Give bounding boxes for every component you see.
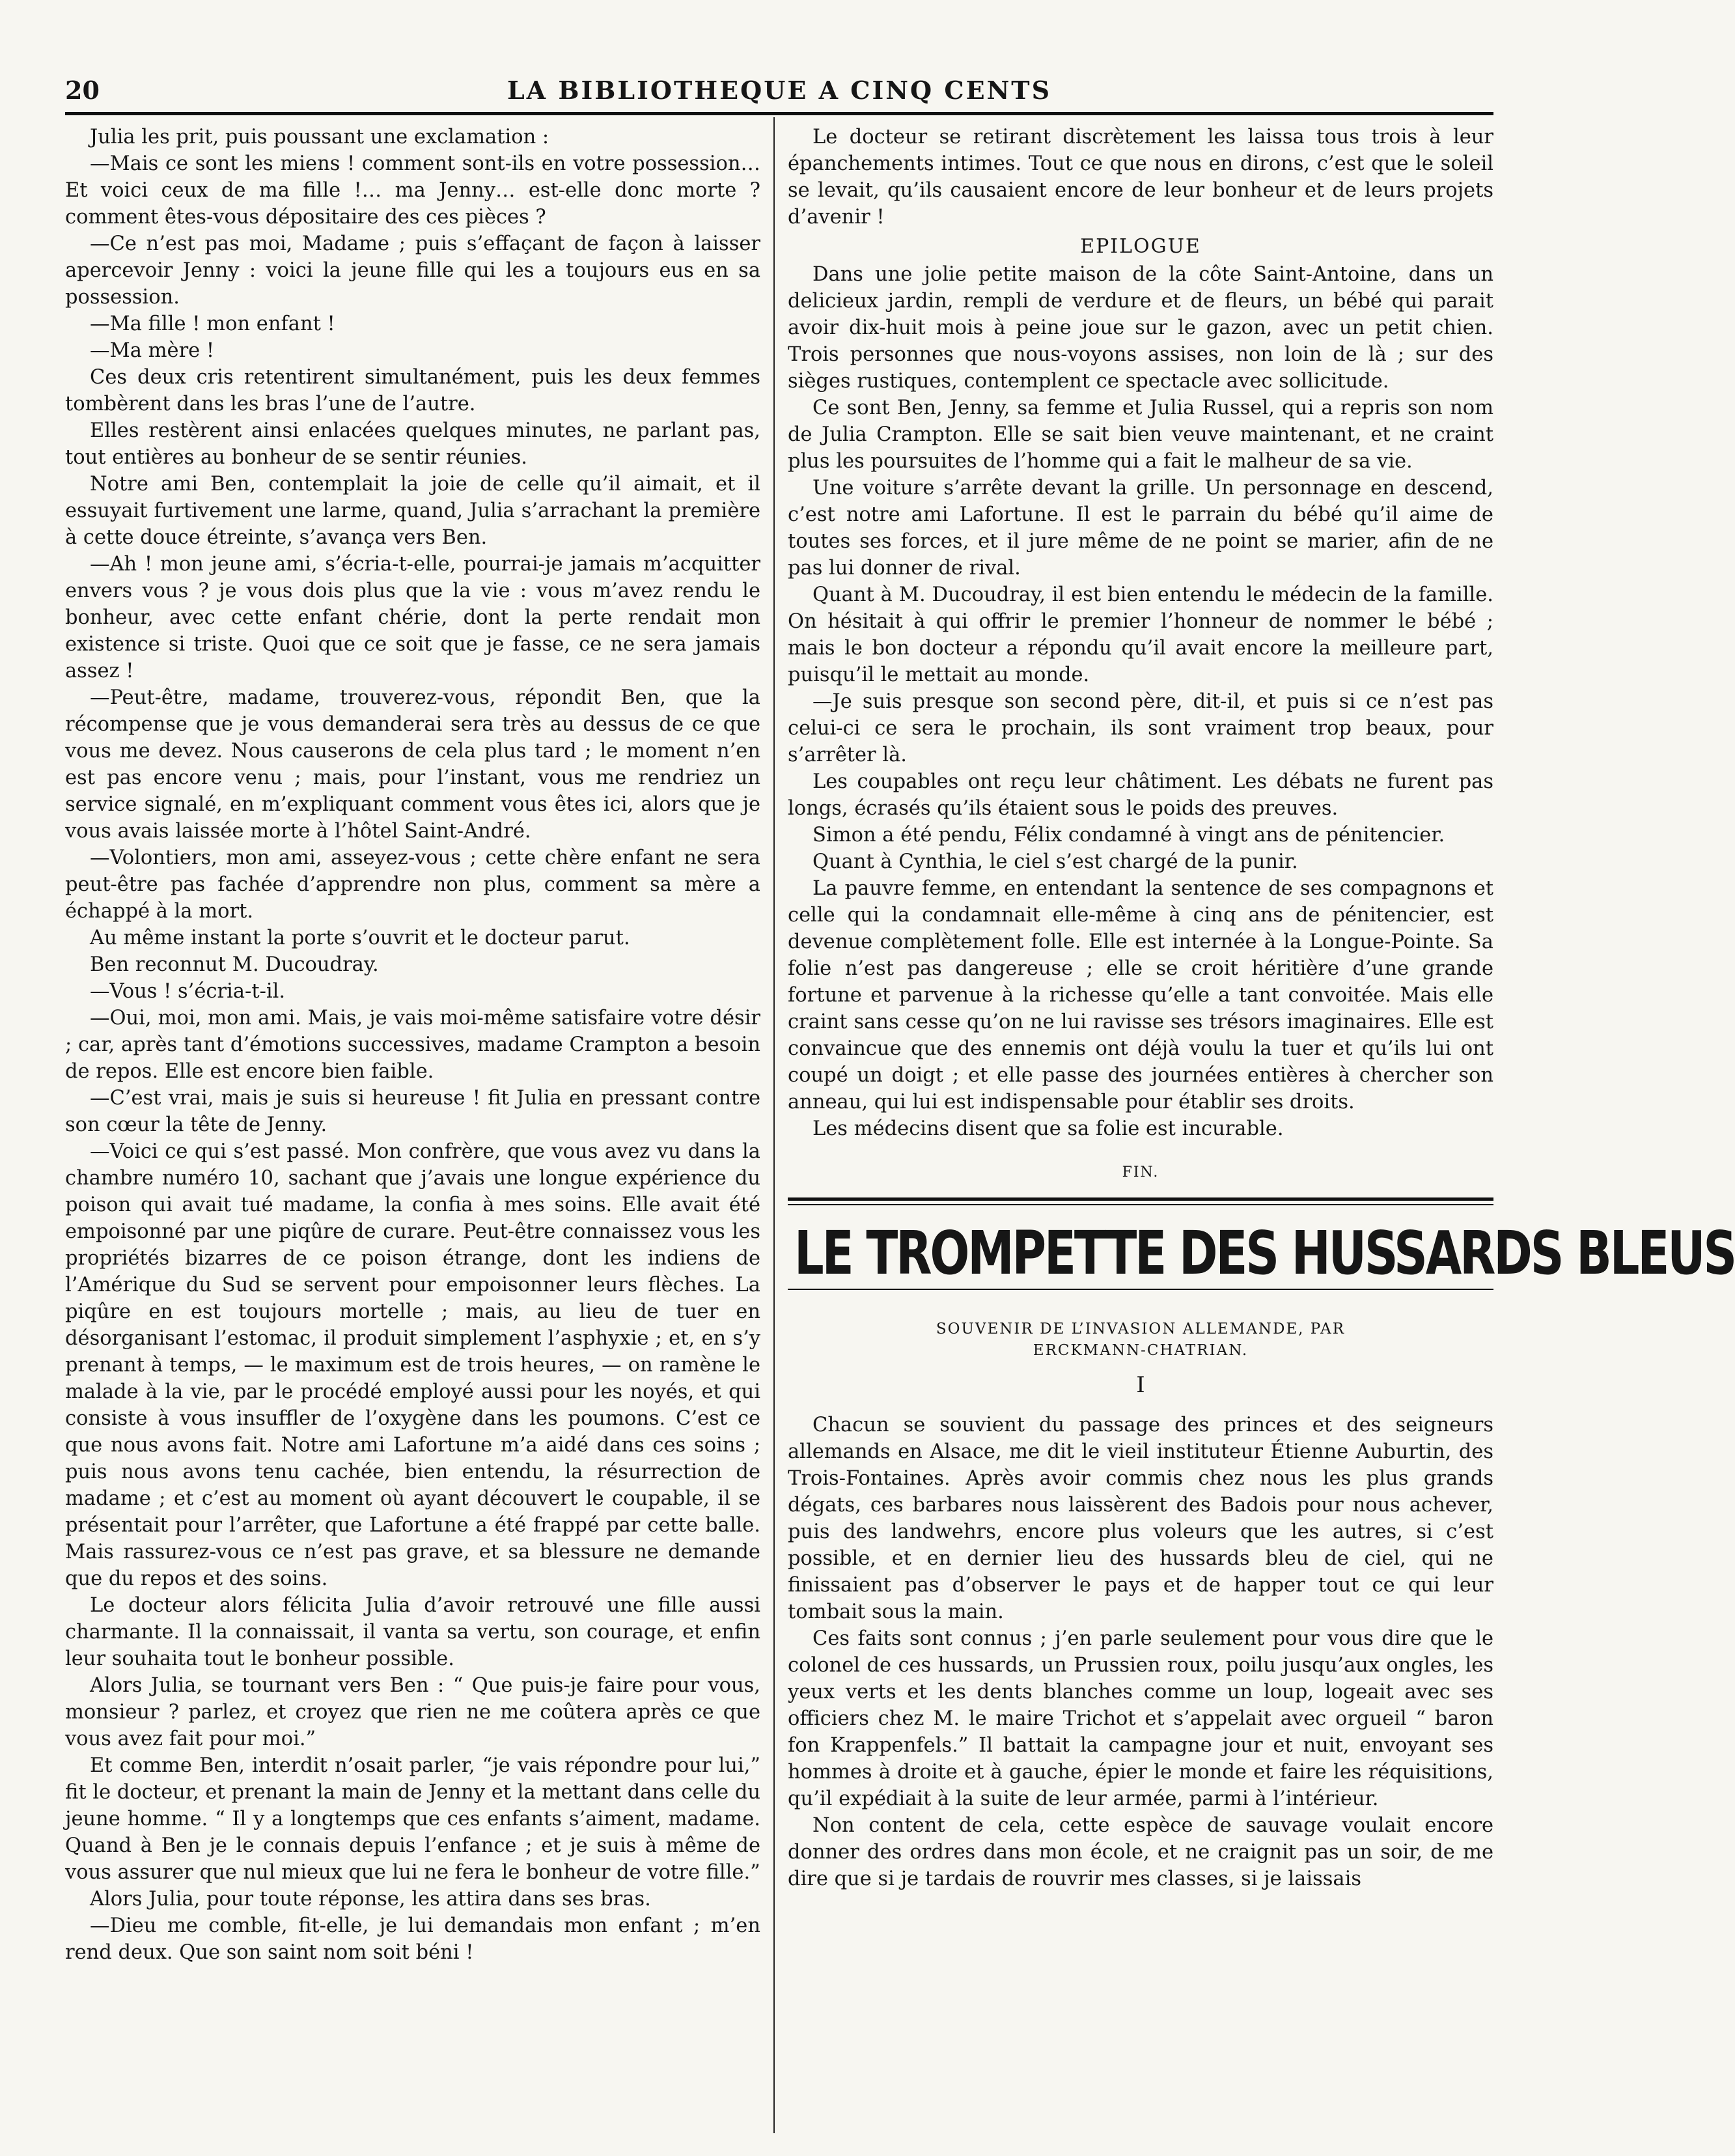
- running-title: LA BIBLIOTHEQUE A CINQ CENTS: [507, 75, 1052, 105]
- paragraph: Une voiture s’arrête devant la grille. Un personnage en descend, c’est notre ami Lafortune. Il est le parrain du bébé qu’il aime de toutes ses forces, et il jure même de ne point se marier, afin de ne pas lui donner de rival.: [788, 477, 1493, 580]
- epilogue-title: EPILOGUE: [1080, 235, 1201, 258]
- paragraph: Ces faits sont connus ; j’en parle seulement pour vous dire que le colonel de ces hussards, un Prussien roux, poilu jusqu’aux ongles, les yeux verts et les dents blanches comme un loup, logeait avec ses officiers chez M. le maire Trichot et s’appelait avec orgueil “ baron fon Krappenfels.” Il battait la campagne jour et nuit, envoyant ses hommes à droite et à gauche, épier le monde et faire les réquisitions, qu’il expédiait à la suite de leur armée, parmi à l’intérieur.: [788, 1627, 1493, 1810]
- paragraph: —Ma mère !: [90, 339, 215, 362]
- paragraph: Simon a été pendu, Félix condamné à vingt ans de pénitencier.: [812, 824, 1445, 847]
- epilogue-body: [788, 261, 1493, 1142]
- subtitle-line-1: SOUVENIR DE L’INVASION ALLEMANDE, PAR: [936, 1321, 1346, 1337]
- closing-paragraphs: [788, 124, 1493, 231]
- paragraph: Quant à Cynthia, le ciel s’est chargé de la punir.: [812, 850, 1298, 873]
- paragraph: —Mais ce sont les miens ! comment sont-ils en votre possession… Et voici ceux de ma fille !… ma Jenny… est-elle donc morte ? comment êtes-vous dépositaire des ces pièces ?: [65, 152, 760, 229]
- paragraph: Le docteur se retirant discrètement les laissa tous trois à leur épanchements intimes. Tout ce que nous en dirons, c’est que le soleil se levait, qu’ils causaient encore de leur bonheur et de leurs projets d’avenir !: [788, 126, 1493, 229]
- left-column: [65, 124, 760, 1966]
- paragraph: —Vous ! s’écria-t-il.: [90, 980, 286, 1003]
- right-column: [788, 124, 1735, 1892]
- paragraph: —Ah ! mon jeune ami, s’écria-t-elle, pourrai-je jamais m’acquitter envers vous ? je vous dois plus que la vie : vous m’avez rendu le bonheur, avec cette enfant chérie, dont la perte rendait mon existence si triste. Quoi que ce soit que je fasse, ce ne sera jamais assez !: [65, 553, 760, 682]
- paragraph: —Dieu me comble, fit-elle, je lui demandais mon enfant ; m’en rend deux. Que son saint nom soit béni !: [65, 1914, 760, 1964]
- paragraph: —Voici ce qui s’est passé. Mon confrère, que vous avez vu dans la chambre numéro 10, sachant que j’avais une longue expérience du poison qui avait tué madame, la confia à mes soins. Elle avait été empoisonné par une piqûre de curare. Peut-être connaissez vous les propriétés bizarres de ce poison étrange, dont les indiens de l’Amérique du Sud se servent pour empoisonner leurs flèches. La piqûre en est toujours mortelle ; mais, au lieu de tuer en désorganisant l’estomac, il produit simplement l’asphyxie ; et, en s’y prenant à temps, — le maximum est de trois heures, — on ramène le malade à la vie, par le procédé employé aussi pour les noyés, et qui consiste à vous insuffler de l’oxygène dans les poumons. C’est ce que nous avons fait. Notre ami Lafortune m’a aidé dans ces soins ; puis nous avons tenu cachée, bien entendu, la résurrection de madame ; et c’est au moment où ayant découvert le coupable, il se présentait pour l’arrêter, que Lafortune a été frappé par cette balle. Mais rassurez-vous ce n’est pas grave, et sa blessure ne demande que du repos et des soins.: [65, 1140, 760, 1590]
- paragraph: Non content de cela, cette espèce de sauvage voulait encore donner des ordres dans mon école, et ne craignit pas un soir, de me dire que si je tardais de rouvrir mes classes, si je laissais: [788, 1814, 1493, 1890]
- paragraph: —C’est vrai, mais je suis si heureuse ! fit Julia en pressant contre son cœur la tête de Jenny.: [65, 1087, 760, 1136]
- paragraph: —Volontiers, mon ami, asseyez-vous ; cette chère enfant ne sera peut-être pas fachée d’apprendre non plus, comment sa mère a échappé à la mort.: [65, 847, 760, 923]
- paragraph: Le docteur alors félicita Julia d’avoir retrouvé une fille aussi charmante. Il la connaissait, il vanta sa vertu, son courage, et enfin leur souhaita tout le bonheur possible.: [65, 1594, 760, 1670]
- paragraph: Et comme Ben, interdit n’osait parler, “je vais répondre pour lui,” fit le docteur, et prenant la main de Jenny et la mettant dans celle du jeune homme. “ Il y a longtemps que ces enfants s’aiment, madame. Quand à Ben je le connais depuis l’enfance ; et je suis à même de vous assurer que nul mieux que lui ne fera le bonheur de votre fille.”: [65, 1754, 760, 1884]
- paragraph: Ce sont Ben, Jenny, sa femme et Julia Russel, qui a repris son nom de Julia Crampton. Elle se sait bien veuve maintenant, et ne craint plus les poursuites de l’homme qui a fait le malheur de sa vie.: [788, 397, 1493, 473]
- paragraph: Chacun se souvient du passage des princes et des seigneurs allemands en Alsace, me dit le vieil instituteur Étienne Auburtin, des Trois-Fontaines. Après avoir commis chez nous les plus grands dégats, ces barbares nous laissèrent des Badois pour nous achever, puis des landwehrs, encore plus voleurs que les autres, si c’est possible, et en dernier lieu des hussards bleu de ciel, qui ne finissaient pas d’observer le pays et de happer tout ce qui leur tombait sous la main.: [788, 1414, 1493, 1623]
- paragraph: Notre ami Ben, contemplait la joie de celle qu’il aimait, et il essuyait furtivement une larme, quand, Julia s’arrachant la première à cette douce étreinte, s’avança vers Ben.: [65, 473, 760, 549]
- paragraph: —Oui, moi, mon ami. Mais, je vais moi-même satisfaire votre désir ; car, après tant d’émotions successives, madame Crampton a besoin de repos. Elle est encore bien faible.: [65, 1007, 760, 1083]
- page-header: [65, 70, 1493, 109]
- title-rule: [788, 1289, 1493, 1290]
- paragraph: La pauvre femme, en entendant la sentence de ses compagnons et celle qui la condamnait elle-même à cinq ans de pénitencier, est devenue complètement folle. Elle est internée à la Longue-Pointe. Sa folie n’est pas dangereuse ; elle se croit héritière d’une grande fortune et parvenue à la richesse qu’elle a tant convoitée. Mais elle craint sans cesse qu’on ne lui ravisse ses trésors imaginaires. Elle est convaincue que des ennemis ont déjà voulu la tuer et qu’ils lui ont coupé un doigt ; et elle passe des journées entières à chercher son anneau, qui lui est indispensable pour établir ses droits.: [788, 877, 1493, 1113]
- paragraph: —Je suis presque son second père, dit-il, et puis si ce n’est pas celui-ci ce sera le prochain, ils sont vraiment trop beaux, pour s’arrêter là.: [788, 690, 1493, 766]
- end-mark: FIN.: [1122, 1164, 1159, 1181]
- paragraph: Dans une jolie petite maison de la côte Saint-Antoine, dans un delicieux jardin, rempli de verdure et de fleurs, un bébé qui parait avoir dix-huit mois à peine joue sur le gazon, avec un petit chien. Trois personnes que nous-voyons assises, non loin de là ; sur des sièges rustiques, contemplent ce spectacle avec sollicitude.: [788, 263, 1493, 393]
- paragraph: Ben reconnut M. Ducoudray.: [90, 953, 379, 976]
- paragraph: Ces deux cris retentirent simultanément, puis les deux femmes tombèrent dans les bras l’une de l’autre.: [65, 366, 760, 415]
- paragraph: Alors Julia, se tournant vers Ben : “ Que puis-je faire pour vous, monsieur ? parlez, et croyez que rien ne me coûtera après ce que vous avez fait pour moi.”: [65, 1674, 760, 1750]
- paragraph: Julia les prit, puis poussant une exclamation :: [90, 126, 549, 148]
- paragraph: Alors Julia, pour toute réponse, les attira dans ses bras.: [90, 1888, 651, 1911]
- story-body: [788, 1412, 1493, 1892]
- section-rule-thick: [788, 1197, 1493, 1201]
- paragraph: Les coupables ont reçu leur châtiment. Les débats ne furent pas longs, écrasés qu’ils étaient sous le poids des preuves.: [788, 770, 1493, 820]
- paragraph: —Peut-être, madame, trouverez-vous, répondit Ben, que la récompense que je vous demanderai sera très au dessus de ce que vous me devez. Nous causerons de cela plus tard ; le moment n’en est pas encore venu ; mais, pour l’instant, vous me rendriez un service signalé, en m’expliquant comment vous êtes ici, alors que je vous avais laissée morte à l’hôtel Saint-André.: [65, 686, 760, 843]
- subtitle-line-2: ERCKMANN-CHATRIAN.: [1033, 1342, 1249, 1359]
- paragraph: Les médecins disent que sa folie est incurable.: [812, 1117, 1284, 1140]
- paragraph: —Ma fille ! mon enfant !: [90, 313, 335, 335]
- story-subtitle: [788, 1319, 1493, 1362]
- paragraph: Quant à M. Ducoudray, il est bien entendu le médecin de la famille. On hésitait à qui offrir le premier l’honneur de nommer le bébé ; mais le bon docteur a répondu qu’il avait encore la meilleure part, puisqu’il le mettait au monde.: [788, 583, 1493, 686]
- paragraph: Au même instant la porte s’ouvrit et le docteur parut.: [90, 927, 630, 949]
- column-divider: [773, 117, 775, 2133]
- chapter-number: I: [1136, 1372, 1145, 1398]
- header-rule: [65, 112, 1493, 115]
- section-rule-thin: [788, 1204, 1493, 1205]
- page-number: 20: [65, 75, 100, 105]
- story-title: LE TROMPETTE DES HUSSARDS BLEUS: [794, 1218, 1735, 1288]
- paragraph: Elles restèrent ainsi enlacées quelques minutes, ne parlant pas, tout entières au bonheur de se sentir réunies.: [65, 419, 760, 469]
- paragraph: —Ce n’est pas moi, Madame ; puis s’effaçant de façon à laisser apercevoir Jenny : voici la jeune fille qui les a toujours eus en sa possession.: [65, 232, 760, 309]
